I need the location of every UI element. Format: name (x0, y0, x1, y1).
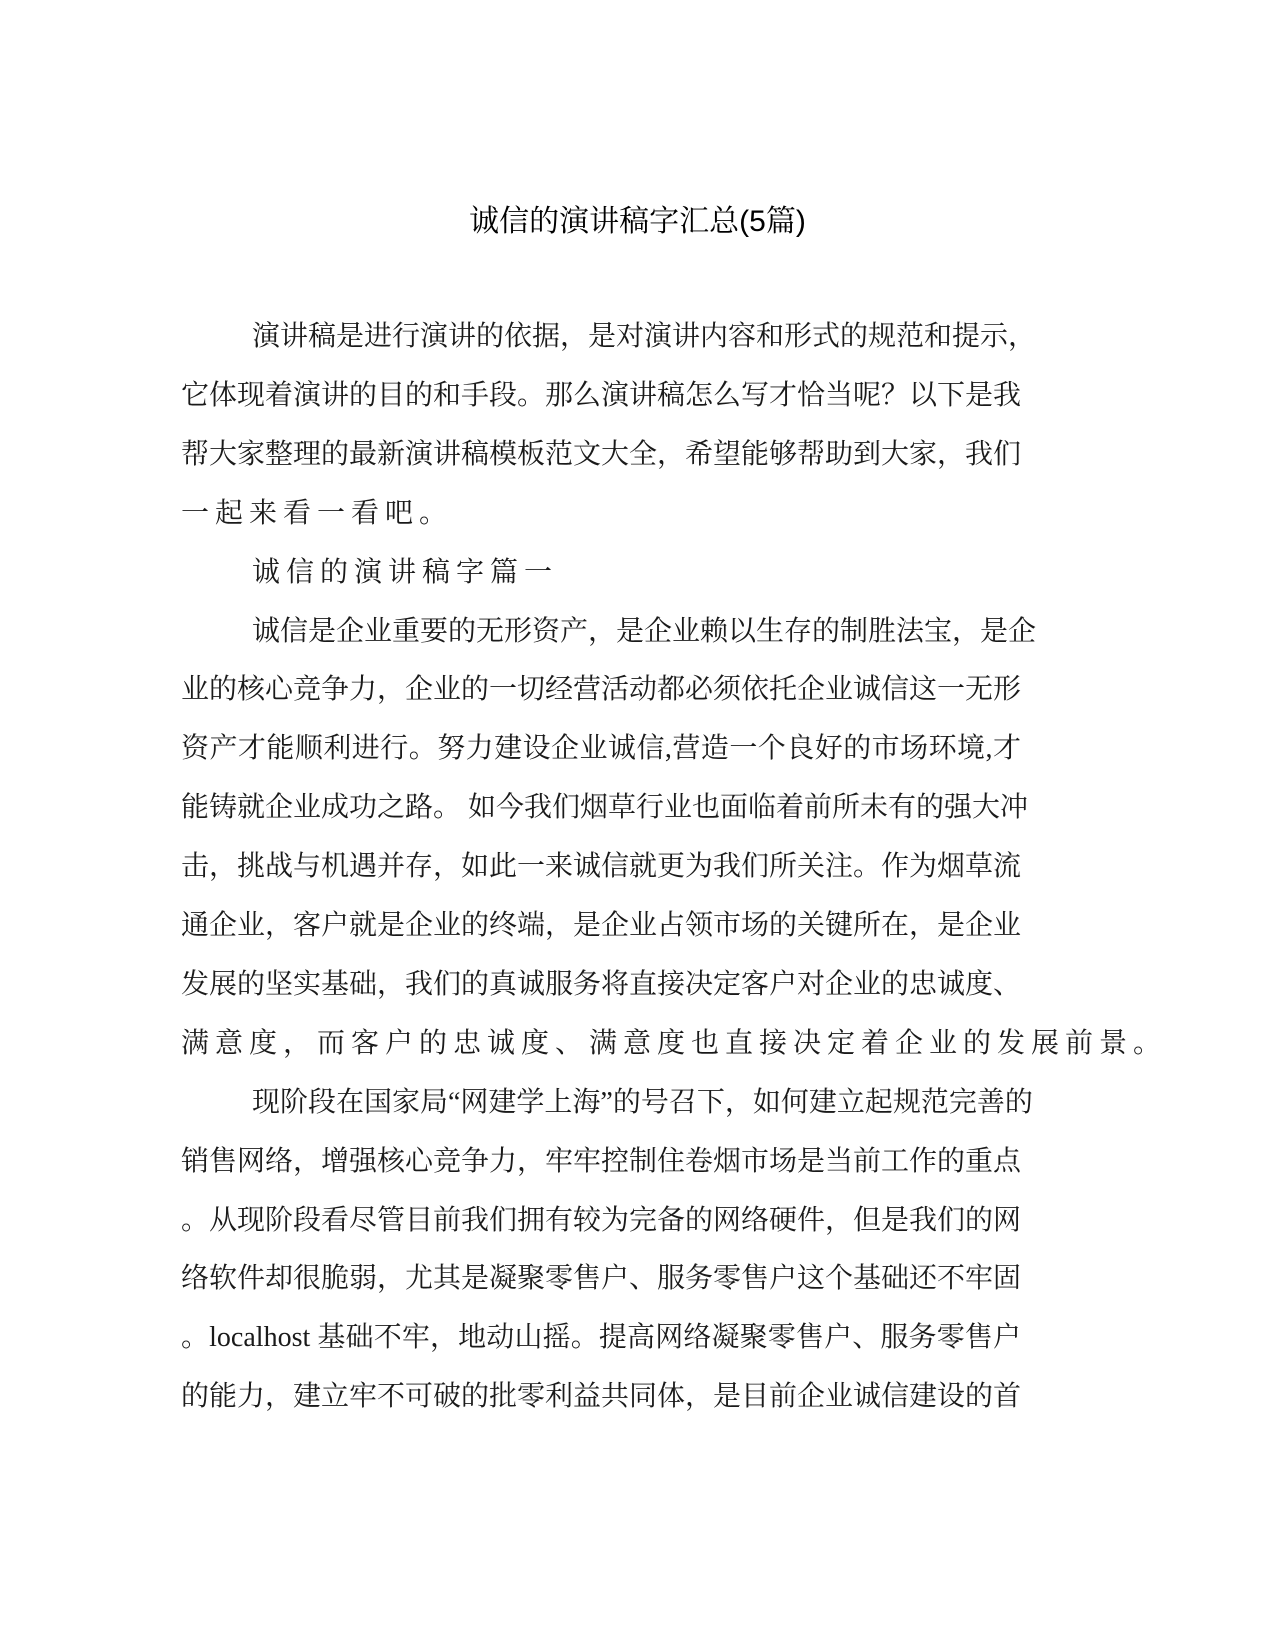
document-title: 诚信的演讲稿字汇总(5篇) (469, 205, 806, 238)
paragraph-line: 业的核心竞争力，企业的一切经营活动都必须依托企业诚信这一无形 (181, 674, 1022, 706)
paragraph-line: 销售网络，增强核心竞争力，牢牢控制住卷烟市场是当前工作的重点 (181, 1145, 1022, 1177)
paragraph-line: 演讲稿是进行演讲的依据，是对演讲内容和形式的规范和提示， (252, 321, 1037, 352)
paragraph-line: 能铸就企业成功之路。 如今我们烟草行业也面临着前所未有的强大冲 (181, 792, 1029, 824)
section-heading: 诚信的演讲稿字篇一 (252, 556, 559, 588)
paragraph-line: 的能力，建立牢不可破的批零利益共同体，是目前企业诚信建设的首 (181, 1381, 1022, 1413)
paragraph-line: 诚信是企业重要的无形资产，是企业赖以生存的制胜法宝，是企 (252, 615, 1037, 647)
paragraph-line: 资产才能顺利进行。努力建设企业诚信,营造一个良好的市场环境,才 (181, 733, 1021, 765)
paragraph-line: 击，挑战与机遇并存，如此一来诚信就更为我们所关注。作为烟草流 (181, 851, 1022, 883)
paragraph-line: 发展的坚实基础，我们的真诚服务将直接决定客户对企业的忠诚度、 (181, 968, 1022, 1000)
paragraph-line: 现阶段在国家局“网建学上海”的号召下，如何建立起规范完善的 (252, 1086, 1033, 1118)
paragraph-line: 满意度，而客户的忠诚度、满意度也直接决定着企业的发展前景。 (181, 1027, 1168, 1059)
paragraph-line: 它体现着演讲的目的和手段。那么演讲稿怎么写才恰当呢？以下是我 (181, 379, 1022, 411)
paragraph-line: 通企业，客户就是企业的终端，是企业占领市场的关键所在，是企业 (181, 910, 1022, 941)
paragraph-line: 一起来看一看吧。 (181, 497, 454, 529)
paragraph-line: 。localhost 基础不牢，地动山摇。提高网络凝聚零售户、服务零售户 (181, 1322, 1021, 1354)
paragraph-line: 络软件却很脆弱，尤其是凝聚零售户、服务零售户这个基础还不牢固 (181, 1263, 1022, 1295)
paragraph-line: 。从现阶段看尽管目前我们拥有较为完备的网络硬件，但是我们的网 (181, 1204, 1022, 1236)
paragraph-line: 帮大家整理的最新演讲稿模板范文大全，希望能够帮助到大家，我们 (181, 438, 1022, 470)
